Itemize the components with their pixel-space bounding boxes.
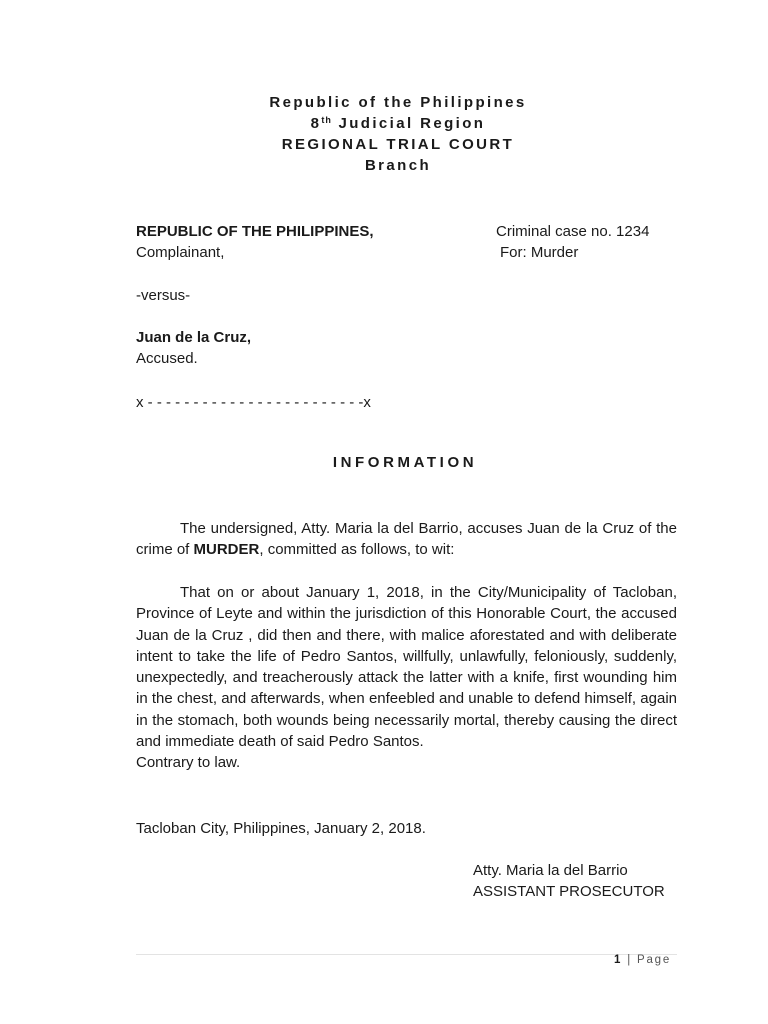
region-ordinal: th bbox=[321, 115, 332, 125]
header-branch: Branch bbox=[364, 157, 432, 174]
case-number: Criminal case no. 1234 bbox=[496, 223, 650, 240]
court-header bbox=[0, 92, 768, 176]
facts-text: That on or about January 1, 2018, in the City/Municipality of Tacloban, Province of Leyte and within the jurisdiction of this Honorable Court, the accused Juan de la Cruz , did then and there, with malice aforestated and with deliberate intent to take the life of Pedro Santos, willfully, unlawfully, feloniously, suddenly, unexpectedly, and treacherously attack the latter with a knife, first wounding him in the chest, and afterwards, when enfeebled and unable to defend himself, again in the stomach, both wounds being necessarily mortal, thereby causing the direct and immediate death of said Pedro Santos. bbox=[136, 584, 677, 751]
header-republic: Republic of the Philippines bbox=[269, 94, 527, 111]
region-text: Judicial Region bbox=[331, 115, 486, 132]
footer-divider bbox=[136, 954, 677, 955]
signatory-title: ASSISTANT PROSECUTOR bbox=[473, 883, 665, 900]
plaintiff-name: REPUBLIC OF THE PHILIPPINES, bbox=[136, 223, 374, 240]
header-court: REGIONAL TRIAL COURT bbox=[281, 136, 515, 153]
contrary-to-law: Contrary to law. bbox=[136, 754, 241, 772]
caption-separator: x - - - - - - - - - - - - - - - - - - - - - - - -x bbox=[136, 394, 371, 411]
accusation-text: The undersigned, Atty. Maria la del Barrio, accuses Juan de la Cruz of the crime of bbox=[136, 520, 677, 559]
accused-role: Accused. bbox=[136, 350, 198, 367]
offense-label: For: Murder bbox=[500, 244, 579, 261]
paragraph-accusation bbox=[136, 518, 677, 561]
page-label: | Page bbox=[622, 954, 672, 966]
page-number bbox=[614, 954, 671, 966]
header-judicial-region bbox=[0, 113, 768, 134]
accusation-text-end: , committed as follows, to wit: bbox=[259, 541, 455, 559]
region-number: 8 bbox=[310, 115, 322, 132]
versus-label: -versus- bbox=[136, 287, 191, 304]
accused-name: Juan de la Cruz, bbox=[136, 329, 252, 346]
signatory-name: Atty. Maria la del Barrio bbox=[473, 862, 628, 879]
paragraph-facts bbox=[136, 582, 677, 774]
plaintiff-role: Complainant, bbox=[136, 244, 225, 261]
crime-name: MURDER bbox=[193, 541, 260, 559]
place-date: Tacloban City, Philippines, January 2, 2018. bbox=[136, 820, 426, 837]
document-title: INFORMATION bbox=[332, 454, 478, 471]
page-number-value: 1 bbox=[614, 954, 623, 966]
